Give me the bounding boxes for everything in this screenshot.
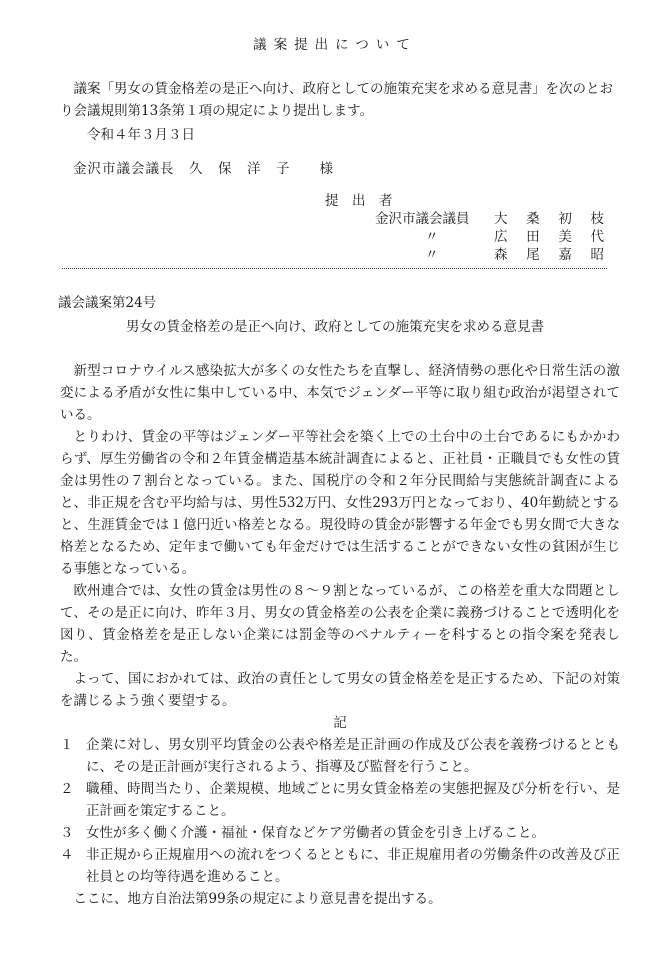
name-char: 田 — [526, 229, 540, 245]
item-text: 企業に対し、男女別平均賃金の公表や格差是正計画の作成及び公表を義務づけるとともに、その是正計画が実行されるよう、指導及び監督を行うこと。 — [86, 737, 620, 775]
addressee: 金沢市議会議長 久 保 洋 子 様 — [73, 161, 334, 177]
name-char: 森 — [494, 247, 508, 263]
submitter-heading: 提 出 者 — [325, 193, 393, 209]
request-item — [60, 844, 620, 888]
request-item — [60, 822, 620, 844]
item-text: 非正規から正規雇用への流れをつくるとともに、非正規雇用者の労働条件の改善及び正社員との均等待遇を進めること。 — [86, 847, 620, 885]
bill-number: 議会議案第24号 — [58, 295, 157, 311]
name-char: 嘉 — [558, 247, 572, 263]
bill-body — [60, 360, 620, 910]
item-text: 職種、時間当たり、企業規模、地域ごとに男女賃金格差の実態把握及び分析を行い、是正計画を策定すること。 — [86, 781, 620, 819]
dotted-divider — [62, 268, 607, 269]
body-paragraph: よって、国におかれては、政治の責任として男女の賃金格差を是正するため、下記の対策を講じるよう強く要望する。 — [60, 671, 620, 709]
item-text: 女性が多く働く介護・福祉・保育などケア労働者の賃金を引き上げること。 — [86, 825, 545, 841]
submission-date: 令和４年３月３日 — [87, 127, 195, 143]
member-affiliation: 〃 — [425, 247, 439, 263]
body-paragraph: 欧州連合では、女性の賃金は男性の８～９割となっているが、この格差を重大な問題として、その是正に向け、昨年３月、男女の賃金格差の公表を企業に義務づけることで透明化を図り、賃金格差を是正しない企業には罰金等のペナルティーを科するとの指令案を発表した。 — [60, 583, 620, 665]
body-paragraph: とりわけ、賃金の平等はジェンダー平等社会を築く上での土台中の土台であるにもかかわらず、厚生労働省の令和２年賃金構造基本統計調査によると、正社員・正職員でも女性の賃金は男性の７割台となっている。また、国税庁の令和２年分民間給与実態統計調査によると、非正規を含む平均給与は、男性532万円、女性293万円となっており、40年勤続とすると、生涯賃金では１億円近い格差となる。現役時の賃金が影響する年金でも男女間で大きな格差となるため、定年まで働いても年金だけでは生活することができない女性の貧困が生じる事態となっている。 — [60, 429, 620, 577]
name-char: 初 — [558, 211, 572, 227]
request-item — [60, 778, 620, 822]
intro-text: 議案「男女の賃金格差の是正へ向け、政府としての施策充実を求める意見書」を次のとおり会議規則第13条第１項の規定により提出します。 — [60, 81, 613, 119]
item-number: ３ — [60, 825, 74, 841]
name-char: 桑 — [526, 211, 540, 227]
body-paragraph: 新型コロナウイルス感染拡大が多くの女性たちを直撃し、経済情勢の悪化や日常生活の激変による矛盾が女性に集中している中、本気でジェンダー平等に取り組む政治が渇望されている。 — [60, 363, 620, 423]
name-char: 美 — [558, 229, 572, 245]
name-char: 昭 — [590, 247, 604, 263]
name-char: 尾 — [526, 247, 540, 263]
member-affiliation: 〃 — [425, 229, 439, 245]
item-number: ２ — [60, 781, 74, 797]
name-char: 広 — [494, 229, 508, 245]
member-name — [494, 244, 604, 266]
bill-title: 男女の賃金格差の是正へ向け、政府としての施策充実を求める意見書 — [126, 319, 544, 335]
item-number: ４ — [60, 847, 74, 863]
page-title: 議案提出について — [253, 37, 417, 53]
ki-heading: 記 — [333, 715, 347, 731]
member-affiliation: 金沢市議会議員 — [375, 211, 470, 227]
request-item — [60, 734, 620, 778]
closing-text: ここに、地方自治法第99条の規定により意見書を提出する。 — [73, 891, 442, 907]
name-char: 代 — [590, 229, 604, 245]
item-number: １ — [60, 737, 74, 753]
name-char: 大 — [494, 211, 508, 227]
name-char: 枝 — [590, 211, 604, 227]
